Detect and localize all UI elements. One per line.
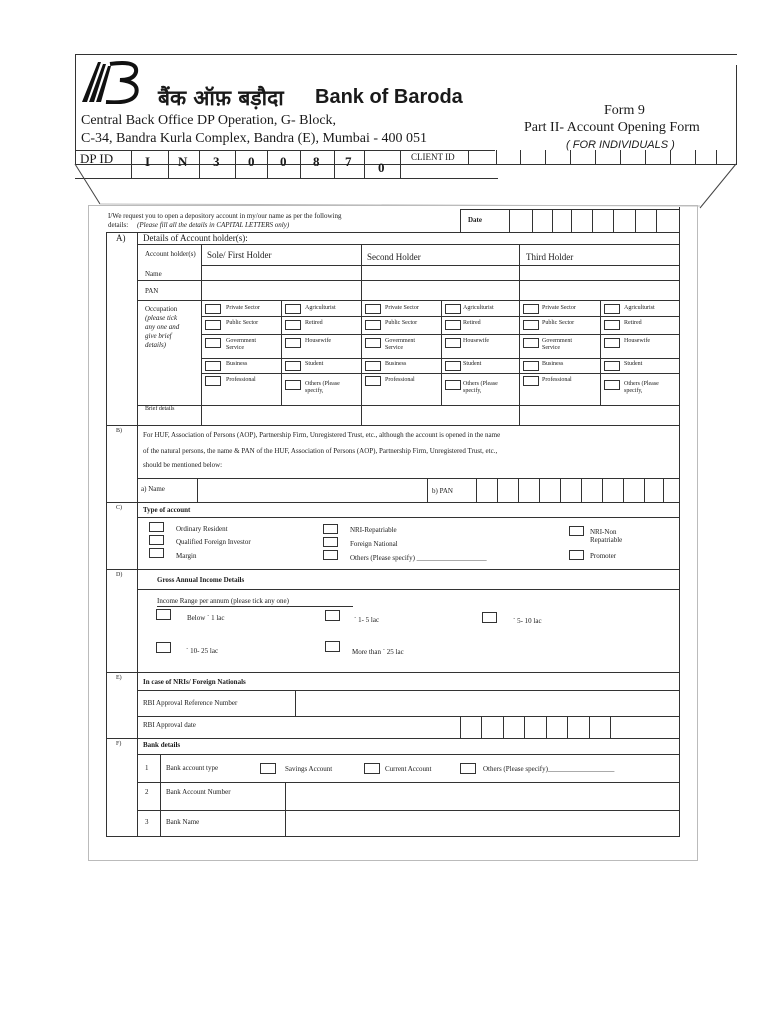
occupation-checkbox[interactable] bbox=[285, 338, 301, 348]
bank-account-type-checkbox[interactable] bbox=[260, 763, 276, 774]
occupation-checkbox[interactable] bbox=[604, 380, 620, 390]
occupation-checkbox[interactable] bbox=[604, 361, 620, 371]
occupation-checkbox[interactable] bbox=[365, 304, 381, 314]
section-e-letter: E) bbox=[116, 675, 122, 681]
occupation-checkbox[interactable] bbox=[604, 304, 620, 314]
section-b-letter: B) bbox=[116, 428, 122, 434]
occupation-option: Private Sector bbox=[385, 305, 419, 311]
occupation-option: specify, bbox=[463, 388, 482, 394]
occupation-checkbox[interactable] bbox=[604, 320, 620, 330]
dp-id-char: 0 bbox=[378, 160, 385, 175]
occupation-checkbox[interactable] bbox=[285, 320, 301, 330]
account-type-option: Others (Please specify) ____________________ bbox=[350, 554, 487, 562]
occupation-option: specify, bbox=[305, 388, 324, 394]
occupation-note: any one and bbox=[145, 323, 180, 331]
bank-account-type-label: Bank account type bbox=[166, 764, 219, 772]
bank-name: Bank of Baroda bbox=[315, 86, 463, 108]
section-b-line: For HUF, Association of Persons (AOP), Partnership Firm, Unregistered Trust, etc., although the account is opened in the name bbox=[143, 431, 501, 439]
occupation-option: Student bbox=[624, 361, 643, 367]
dp-id-label: DP ID bbox=[80, 151, 114, 166]
brief-details-label: Brief details bbox=[145, 406, 175, 412]
form-header bbox=[0, 0, 768, 210]
occupation-option: Student bbox=[305, 361, 324, 367]
client-id-label: CLIENT ID bbox=[411, 152, 455, 162]
dp-id-char: 0 bbox=[248, 154, 255, 169]
form-subtitle: ( FOR INDIVIDUALS ) bbox=[566, 139, 675, 151]
intro-line-2-prefix: details: bbox=[108, 221, 129, 229]
occupation-option: Agriculturist bbox=[624, 305, 655, 311]
income-checkbox[interactable] bbox=[156, 642, 171, 653]
occupation-option: Government bbox=[385, 338, 415, 344]
first-holder-header: Sole/ First Holder bbox=[207, 250, 272, 260]
occupation-option: Service bbox=[226, 345, 244, 351]
income-option: ` 10- 25 lac bbox=[186, 647, 219, 655]
account-type-option: NRI-Repatriable bbox=[350, 526, 397, 534]
account-type-checkbox[interactable] bbox=[569, 550, 584, 560]
occupation-option: Student bbox=[463, 361, 482, 367]
bank-row-number: 2 bbox=[145, 788, 149, 796]
second-holder-header: Second Holder bbox=[367, 252, 421, 262]
occupation-checkbox[interactable] bbox=[285, 380, 301, 390]
intro-line-1: I/We request you to open a depository account in my/our name as per the following bbox=[108, 212, 342, 220]
bank-account-type-option: Others (Please specify)___________________ bbox=[483, 765, 615, 773]
income-option: ` 1- 5 lac bbox=[354, 616, 380, 624]
bank-row-number: 3 bbox=[145, 818, 149, 826]
bank-account-type-option: Current Account bbox=[385, 765, 432, 773]
section-b-line: should be mentioned below: bbox=[143, 461, 223, 469]
occupation-note: details) bbox=[145, 341, 166, 349]
occupation-checkbox[interactable] bbox=[365, 361, 381, 371]
occupation-checkbox[interactable] bbox=[445, 304, 461, 314]
occupation-checkbox[interactable] bbox=[523, 361, 539, 371]
bank-account-type-checkbox[interactable] bbox=[364, 763, 380, 774]
occupation-checkbox[interactable] bbox=[365, 376, 381, 386]
account-holders-label: Account holder(s) bbox=[145, 250, 196, 258]
occupation-checkbox[interactable] bbox=[523, 376, 539, 386]
occupation-option: Government bbox=[542, 338, 572, 344]
occupation-option: Business bbox=[542, 361, 564, 367]
form-title: Part II- Account Opening Form bbox=[524, 120, 700, 135]
occupation-option: Private Sector bbox=[542, 305, 576, 311]
account-type-option: Promoter bbox=[590, 552, 617, 560]
income-option: ` 5- 10 lac bbox=[513, 617, 542, 625]
occupation-checkbox[interactable] bbox=[205, 361, 221, 371]
occupation-option: Business bbox=[226, 361, 248, 367]
occupation-option: Public Sector bbox=[385, 320, 418, 326]
dp-id-char: 0 bbox=[280, 154, 287, 169]
occupation-option: Retired bbox=[624, 320, 642, 326]
section-b-pan-label: b) PAN bbox=[432, 487, 453, 495]
account-type-checkbox[interactable] bbox=[323, 537, 338, 547]
section-a-title: Details of Account holder(s): bbox=[143, 233, 248, 243]
occupation-checkbox[interactable] bbox=[523, 320, 539, 330]
pan-label: PAN bbox=[145, 287, 159, 295]
occupation-option: Others (Please bbox=[624, 381, 659, 387]
bank-of-baroda-logo bbox=[80, 58, 144, 104]
occupation-option: Retired bbox=[305, 320, 323, 326]
occupation-checkbox[interactable] bbox=[285, 304, 301, 314]
account-type-option: Foreign National bbox=[350, 540, 398, 548]
dp-id-char: N bbox=[178, 154, 188, 169]
occupation-checkbox[interactable] bbox=[445, 380, 461, 390]
address-line-2: C-34, Bandra Kurla Complex, Bandra (E), Mumbai - 400 051 bbox=[81, 131, 428, 146]
account-type-checkbox[interactable] bbox=[149, 522, 164, 532]
occupation-option: Business bbox=[385, 361, 407, 367]
occupation-checkbox[interactable] bbox=[523, 304, 539, 314]
account-type-option: Margin bbox=[176, 552, 197, 560]
bank-account-type-checkbox[interactable] bbox=[460, 763, 476, 774]
occupation-checkbox[interactable] bbox=[205, 338, 221, 348]
third-holder-header: Third Holder bbox=[526, 252, 574, 262]
occupation-option: specify, bbox=[624, 388, 643, 394]
section-d-letter: D) bbox=[116, 572, 123, 578]
form-number: Form 9 bbox=[604, 103, 645, 118]
income-checkbox[interactable] bbox=[156, 609, 171, 620]
occupation-option: Housewife bbox=[624, 338, 650, 344]
account-type-option: NRI-Non Repatriable bbox=[590, 528, 623, 544]
occupation-option: Agriculturist bbox=[463, 305, 494, 311]
section-c-letter: C) bbox=[116, 505, 122, 511]
occupation-option: Housewife bbox=[463, 338, 489, 344]
occupation-note: (please tick bbox=[145, 314, 178, 322]
rbi-date-label: RBI Approval date bbox=[143, 721, 196, 729]
dp-id-char: 8 bbox=[313, 154, 320, 169]
occupation-option: Professional bbox=[385, 377, 415, 383]
bank-account-number-label: Bank Account Number bbox=[166, 788, 231, 796]
occupation-checkbox[interactable] bbox=[523, 338, 539, 348]
address-line-1: Central Back Office DP Operation, G- Block, bbox=[81, 113, 337, 128]
section-d-title: Gross Annual Income Details bbox=[157, 576, 245, 584]
occupation-option: Public Sector bbox=[542, 320, 575, 326]
occupation-checkbox[interactable] bbox=[205, 376, 221, 386]
section-f-letter: F) bbox=[116, 741, 122, 747]
bank-hindi-name: बैंक ऑफ़ बड़ौदा bbox=[158, 86, 284, 110]
bank-name-label: Bank Name bbox=[166, 818, 200, 826]
occupation-option: Retired bbox=[463, 320, 481, 326]
date-label: Date bbox=[468, 216, 482, 224]
section-e-title: In case of NRIs/ Foreign Nationals bbox=[143, 678, 246, 686]
section-b-line: of the natural persons, the name & PAN of the HUF, Association of Persons (AOP), Partnership Firm, Unregistered Trust, etc., bbox=[143, 447, 498, 455]
occupation-checkbox[interactable] bbox=[604, 338, 620, 348]
account-type-checkbox[interactable] bbox=[569, 526, 584, 536]
occupation-option: Service bbox=[542, 345, 560, 351]
occupation-option: Agriculturist bbox=[305, 305, 336, 311]
occupation-checkbox[interactable] bbox=[365, 338, 381, 348]
section-d-subtitle: Income Range per annum (please tick any one) bbox=[157, 597, 289, 605]
occupation-label: Occupation bbox=[145, 305, 178, 313]
occupation-option: Professional bbox=[542, 377, 572, 383]
section-b-name-label: a) Name bbox=[141, 485, 165, 493]
account-type-checkbox[interactable] bbox=[149, 535, 164, 545]
occupation-option: Others (Please bbox=[305, 381, 340, 387]
occupation-checkbox[interactable] bbox=[445, 361, 461, 371]
account-type-checkbox[interactable] bbox=[323, 524, 338, 534]
dp-id-char: I bbox=[145, 154, 151, 169]
income-option: More than ` 25 lac bbox=[352, 648, 404, 656]
bank-row-number: 1 bbox=[145, 764, 149, 772]
income-checkbox[interactable] bbox=[482, 612, 497, 623]
rbi-reference-label: RBI Approval Reference Number bbox=[143, 699, 238, 707]
occupation-checkbox[interactable] bbox=[445, 320, 461, 330]
section-f-title: Bank details bbox=[143, 741, 181, 749]
account-type-checkbox[interactable] bbox=[149, 548, 164, 558]
section-c-title: Type of account bbox=[143, 506, 191, 514]
occupation-option: Public Sector bbox=[226, 320, 259, 326]
occupation-note: give brief bbox=[145, 332, 172, 340]
occupation-checkbox[interactable] bbox=[205, 304, 221, 314]
income-option: Below ` 1 lac bbox=[187, 614, 225, 622]
income-checkbox[interactable] bbox=[325, 641, 340, 652]
occupation-option: Professional bbox=[226, 377, 256, 383]
section-a-letter: A) bbox=[116, 233, 126, 243]
occupation-option: Service bbox=[385, 345, 403, 351]
occupation-option: Others (Please bbox=[463, 381, 498, 387]
account-type-option: Qualified Foreign Investor bbox=[176, 538, 251, 546]
occupation-checkbox[interactable] bbox=[365, 320, 381, 330]
occupation-checkbox[interactable] bbox=[285, 361, 301, 371]
name-label: Name bbox=[145, 270, 162, 278]
occupation-option: Private Sector bbox=[226, 305, 260, 311]
dp-id-char: 3 bbox=[213, 154, 220, 169]
income-checkbox[interactable] bbox=[325, 610, 340, 621]
occupation-checkbox[interactable] bbox=[205, 320, 221, 330]
occupation-checkbox[interactable] bbox=[445, 338, 461, 348]
occupation-option: Government bbox=[226, 338, 256, 344]
intro-line-2-note: (Please fill all the details in CAPITAL LETTERS only) bbox=[137, 221, 290, 229]
occupation-option: Housewife bbox=[305, 338, 331, 344]
account-type-option: Ordinary Resident bbox=[176, 525, 228, 533]
bank-account-type-option: Savings Account bbox=[285, 765, 333, 773]
account-type-checkbox[interactable] bbox=[323, 550, 338, 560]
dp-id-char: 7 bbox=[345, 154, 352, 169]
